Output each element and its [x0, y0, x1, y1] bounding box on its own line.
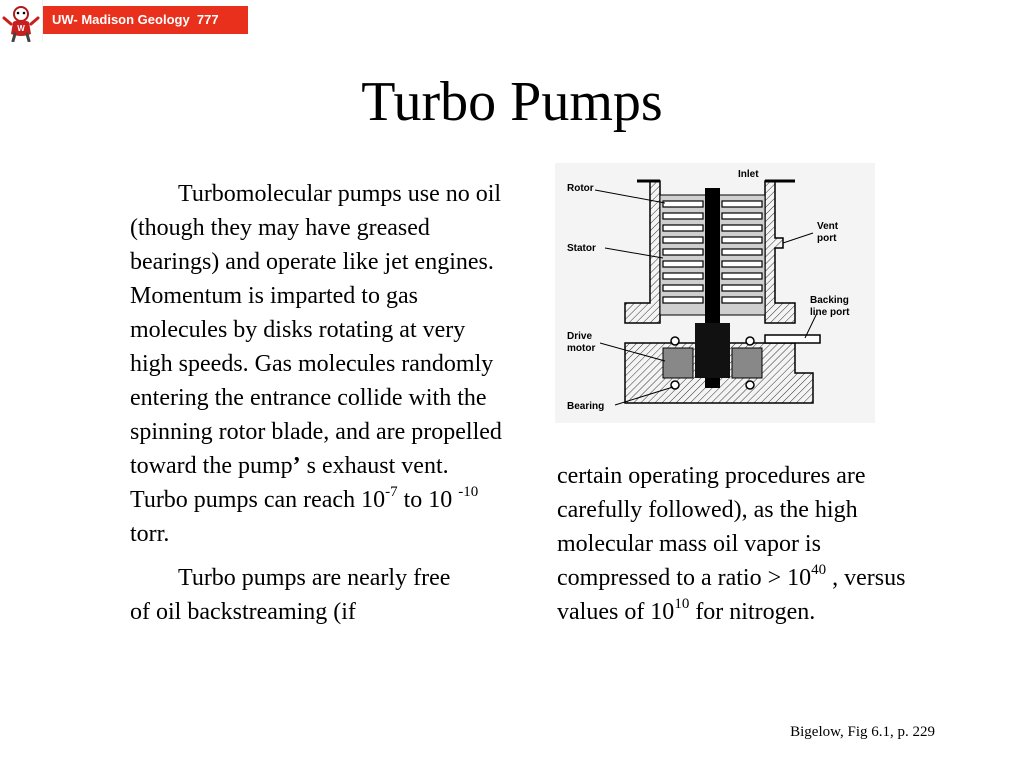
- right-text-column: [557, 459, 937, 629]
- svg-text:W: W: [17, 24, 25, 33]
- left-text-column: [130, 177, 502, 629]
- p1-text-b: s exhaust vent. Turbo pumps can reach 10: [130, 453, 449, 513]
- p3-text-b: , versus values of 10: [557, 565, 906, 625]
- label-backing-line-port: line port: [810, 307, 850, 318]
- p1-exponent-1: -7: [385, 484, 398, 500]
- label-inlet: Inlet: [738, 169, 759, 180]
- p1-text-c: to 10: [397, 487, 459, 513]
- backing-line-port: [765, 335, 820, 343]
- p1-exponent-2: -10: [458, 484, 479, 500]
- p3-exponent-2: 10: [674, 596, 690, 612]
- course-banner: UW- Madison Geology 777: [43, 6, 248, 34]
- p1-text-a: Turbomolecular pumps use no oil (though they may have greased bearings) and operate like jet engines. Momentum is imparted to gas molecules by disks rotating at very high speeds. Gas molecules randomly entering the entrance collide with the spinning rotor blade, and are propelled toward the pump: [130, 181, 502, 479]
- label-stator: Stator: [567, 243, 596, 254]
- label-motor: motor: [567, 343, 596, 354]
- label-bearing: Bearing: [567, 401, 605, 412]
- turbo-pump-diagram: [555, 163, 875, 423]
- label-vent: Vent: [817, 221, 839, 232]
- slide-title: Turbo Pumps: [361, 71, 663, 133]
- label-rotor: Rotor: [567, 183, 594, 194]
- paragraph-1: [130, 177, 502, 551]
- label-drive: Drive: [567, 331, 593, 342]
- p3-text-c: for nitrogen.: [689, 599, 816, 625]
- p1-text-d: torr.: [130, 521, 170, 547]
- badger-mascot-icon: [0, 0, 43, 42]
- paragraph-3: [557, 459, 937, 629]
- motor-rotor: [695, 323, 730, 378]
- paragraph-2: Turbo pumps are nearly free of oil backstreaming (if: [130, 565, 451, 625]
- p3-text-a: certain operating procedures are carefully followed), as the high molecular mass oil vapor is compressed to a ratio > 10: [557, 463, 866, 591]
- label-backing: Backing: [810, 295, 849, 306]
- p3-exponent-1: 40: [811, 562, 827, 578]
- p1-apostrophe: ’: [292, 453, 301, 479]
- label-vent-port: port: [817, 233, 837, 244]
- figure-citation: Bigelow, Fig 6.1, p. 229: [790, 724, 935, 740]
